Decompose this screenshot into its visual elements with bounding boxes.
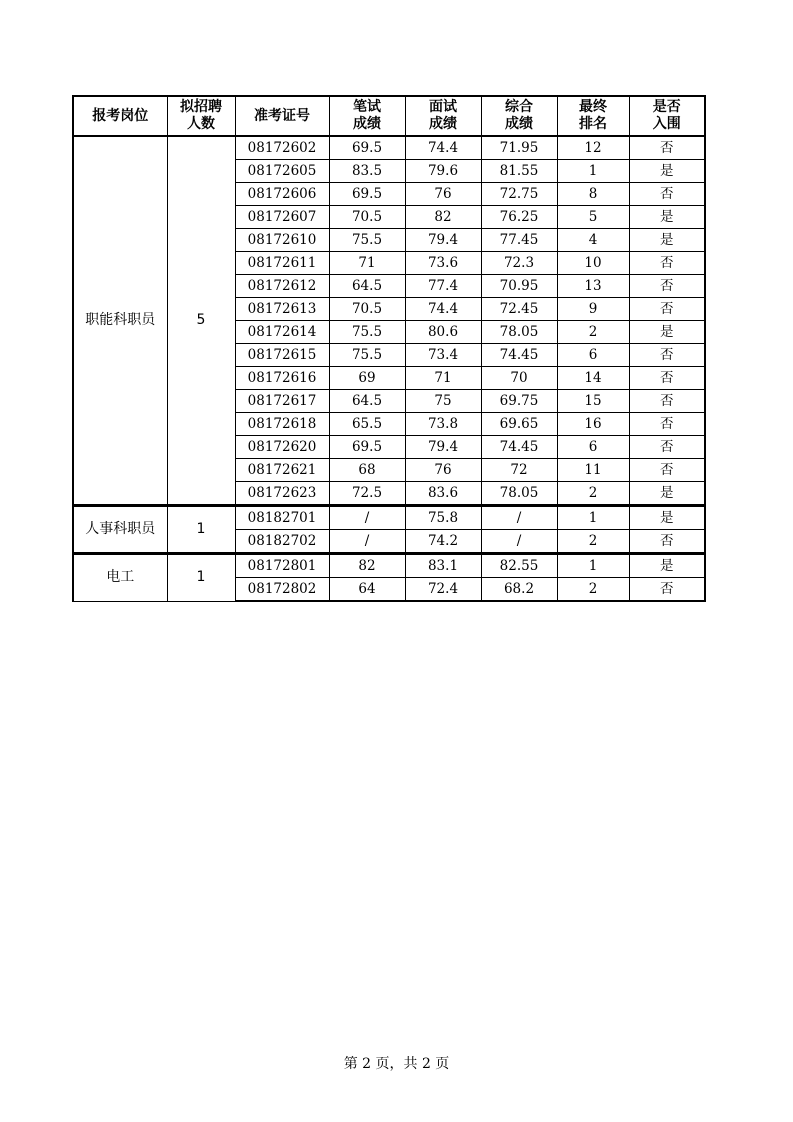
written-score-cell: 69.5 bbox=[329, 436, 405, 459]
written-score-cell: 70.5 bbox=[329, 206, 405, 229]
ticket-number-cell: 08172623 bbox=[235, 482, 329, 506]
interview-score-cell: 80.6 bbox=[405, 321, 481, 344]
shortlisted-cell: 是 bbox=[629, 506, 705, 530]
ticket-number-cell: 08172605 bbox=[235, 160, 329, 183]
header-text-line: 最终 bbox=[579, 99, 607, 115]
written-score-cell: 71 bbox=[329, 252, 405, 275]
shortlisted-cell: 是 bbox=[629, 229, 705, 252]
rank-cell: 1 bbox=[557, 160, 629, 183]
written-score-cell: 75.5 bbox=[329, 321, 405, 344]
ticket-number-cell: 08172615 bbox=[235, 344, 329, 367]
ticket-number-cell: 08172612 bbox=[235, 275, 329, 298]
interview-score-cell: 75.8 bbox=[405, 506, 481, 530]
shortlisted-cell: 否 bbox=[629, 367, 705, 390]
shortlisted-cell: 是 bbox=[629, 160, 705, 183]
written-score-cell: 69 bbox=[329, 367, 405, 390]
total-score-cell: 74.45 bbox=[481, 436, 557, 459]
header-interview bbox=[405, 96, 481, 136]
shortlisted-cell: 否 bbox=[629, 136, 705, 160]
header-text-line: 排名 bbox=[579, 116, 607, 132]
total-score-cell: 69.65 bbox=[481, 413, 557, 436]
header-quota bbox=[167, 96, 235, 136]
position-cell: 人事科职员 bbox=[73, 506, 167, 554]
written-score-cell: 64 bbox=[329, 578, 405, 602]
written-score-cell: 65.5 bbox=[329, 413, 405, 436]
ticket-number-cell: 08172617 bbox=[235, 390, 329, 413]
shortlisted-cell: 是 bbox=[629, 482, 705, 506]
rank-cell: 8 bbox=[557, 183, 629, 206]
rank-cell: 5 bbox=[557, 206, 629, 229]
rank-cell: 15 bbox=[557, 390, 629, 413]
interview-score-cell: 73.4 bbox=[405, 344, 481, 367]
score-table bbox=[72, 95, 706, 602]
ticket-number-cell: 08182701 bbox=[235, 506, 329, 530]
header-shortlisted bbox=[629, 96, 705, 136]
ticket-number-cell: 08172614 bbox=[235, 321, 329, 344]
written-score-cell: 75.5 bbox=[329, 344, 405, 367]
header-row bbox=[73, 96, 705, 136]
interview-score-cell: 79.6 bbox=[405, 160, 481, 183]
ticket-number-cell: 08172616 bbox=[235, 367, 329, 390]
interview-score-cell: 73.8 bbox=[405, 413, 481, 436]
total-score-cell: 72.3 bbox=[481, 252, 557, 275]
ticket-number-cell: 08172613 bbox=[235, 298, 329, 321]
total-score-cell: 78.05 bbox=[481, 482, 557, 506]
rank-cell: 16 bbox=[557, 413, 629, 436]
total-score-cell: / bbox=[481, 506, 557, 530]
interview-score-cell: 77.4 bbox=[405, 275, 481, 298]
header-text-line: 成绩 bbox=[353, 116, 381, 132]
interview-score-cell: 83.6 bbox=[405, 482, 481, 506]
quota-cell: 5 bbox=[167, 136, 235, 506]
written-score-cell: 72.5 bbox=[329, 482, 405, 506]
ticket-number-cell: 08172611 bbox=[235, 252, 329, 275]
header-ticket bbox=[235, 96, 329, 136]
interview-score-cell: 74.2 bbox=[405, 530, 481, 554]
ticket-number-cell: 08172606 bbox=[235, 183, 329, 206]
written-score-cell: 64.5 bbox=[329, 275, 405, 298]
rank-cell: 4 bbox=[557, 229, 629, 252]
total-score-cell: 74.45 bbox=[481, 344, 557, 367]
shortlisted-cell: 否 bbox=[629, 183, 705, 206]
interview-score-cell: 73.6 bbox=[405, 252, 481, 275]
written-score-cell: 83.5 bbox=[329, 160, 405, 183]
ticket-number-cell: 08172620 bbox=[235, 436, 329, 459]
header-text-line: 成绩 bbox=[429, 116, 457, 132]
table-row bbox=[73, 136, 705, 160]
page-footer: 第 2 页，共 2 页 bbox=[343, 1056, 450, 1072]
ticket-number-cell: 08172607 bbox=[235, 206, 329, 229]
interview-score-cell: 71 bbox=[405, 367, 481, 390]
header-text-line: 面试 bbox=[429, 99, 457, 115]
interview-score-cell: 76 bbox=[405, 459, 481, 482]
header-written bbox=[329, 96, 405, 136]
written-score-cell: 68 bbox=[329, 459, 405, 482]
interview-score-cell: 79.4 bbox=[405, 436, 481, 459]
written-score-cell: / bbox=[329, 530, 405, 554]
ticket-number-cell: 08172602 bbox=[235, 136, 329, 160]
table-header bbox=[73, 96, 705, 136]
rank-cell: 12 bbox=[557, 136, 629, 160]
written-score-cell: 75.5 bbox=[329, 229, 405, 252]
header-text-line: 入围 bbox=[652, 116, 681, 132]
total-score-cell: 70 bbox=[481, 367, 557, 390]
shortlisted-cell: 否 bbox=[629, 252, 705, 275]
header-position bbox=[73, 96, 167, 136]
header-text-line: 笔试 bbox=[353, 99, 381, 115]
header-total bbox=[481, 96, 557, 136]
rank-cell: 13 bbox=[557, 275, 629, 298]
total-score-cell: 70.95 bbox=[481, 275, 557, 298]
total-score-cell: 69.75 bbox=[481, 390, 557, 413]
shortlisted-cell: 否 bbox=[629, 413, 705, 436]
total-score-cell: / bbox=[481, 530, 557, 554]
written-score-cell: 69.5 bbox=[329, 183, 405, 206]
ticket-number-cell: 08172801 bbox=[235, 554, 329, 578]
quota-cell: 1 bbox=[167, 554, 235, 602]
written-score-cell: 69.5 bbox=[329, 136, 405, 160]
shortlisted-cell: 否 bbox=[629, 578, 705, 602]
position-cell: 电工 bbox=[73, 554, 167, 602]
total-score-cell: 82.55 bbox=[481, 554, 557, 578]
interview-score-cell: 83.1 bbox=[405, 554, 481, 578]
shortlisted-cell: 否 bbox=[629, 275, 705, 298]
ticket-number-cell: 08182702 bbox=[235, 530, 329, 554]
total-score-cell: 81.55 bbox=[481, 160, 557, 183]
written-score-cell: 64.5 bbox=[329, 390, 405, 413]
shortlisted-cell: 否 bbox=[629, 436, 705, 459]
shortlisted-cell: 否 bbox=[629, 459, 705, 482]
written-score-cell: / bbox=[329, 506, 405, 530]
total-score-cell: 77.45 bbox=[481, 229, 557, 252]
table-row bbox=[73, 506, 705, 530]
rank-cell: 1 bbox=[557, 554, 629, 578]
interview-score-cell: 74.4 bbox=[405, 298, 481, 321]
total-score-cell: 72 bbox=[481, 459, 557, 482]
header-text-line: 报考岗位 bbox=[92, 107, 149, 124]
rank-cell: 2 bbox=[557, 530, 629, 554]
rank-cell: 6 bbox=[557, 436, 629, 459]
header-rank bbox=[557, 96, 629, 136]
total-score-cell: 71.95 bbox=[481, 136, 557, 160]
position-cell: 职能科职员 bbox=[73, 136, 167, 506]
shortlisted-cell: 否 bbox=[629, 344, 705, 367]
table-row bbox=[73, 554, 705, 578]
header-text-line: 成绩 bbox=[505, 116, 533, 132]
interview-score-cell: 76 bbox=[405, 183, 481, 206]
shortlisted-cell: 是 bbox=[629, 321, 705, 344]
rank-cell: 14 bbox=[557, 367, 629, 390]
shortlisted-cell: 是 bbox=[629, 554, 705, 578]
rank-cell: 11 bbox=[557, 459, 629, 482]
total-score-cell: 72.45 bbox=[481, 298, 557, 321]
written-score-cell: 70.5 bbox=[329, 298, 405, 321]
rank-cell: 1 bbox=[557, 506, 629, 530]
ticket-number-cell: 08172610 bbox=[235, 229, 329, 252]
interview-score-cell: 72.4 bbox=[405, 578, 481, 602]
interview-score-cell: 82 bbox=[405, 206, 481, 229]
total-score-cell: 76.25 bbox=[481, 206, 557, 229]
quota-cell: 1 bbox=[167, 506, 235, 554]
written-score-cell: 82 bbox=[329, 554, 405, 578]
header-text-line: 准考证号 bbox=[254, 107, 310, 124]
rank-cell: 10 bbox=[557, 252, 629, 275]
shortlisted-cell: 否 bbox=[629, 390, 705, 413]
ticket-number-cell: 08172621 bbox=[235, 459, 329, 482]
table-body bbox=[73, 136, 705, 601]
shortlisted-cell: 否 bbox=[629, 298, 705, 321]
shortlisted-cell: 是 bbox=[629, 206, 705, 229]
interview-score-cell: 75 bbox=[405, 390, 481, 413]
rank-cell: 6 bbox=[557, 344, 629, 367]
total-score-cell: 72.75 bbox=[481, 183, 557, 206]
header-text-line: 是否 bbox=[652, 99, 681, 115]
header-text-line: 人数 bbox=[187, 116, 215, 132]
header-text-line: 拟招聘 bbox=[180, 99, 222, 115]
rank-cell: 9 bbox=[557, 298, 629, 321]
total-score-cell: 68.2 bbox=[481, 578, 557, 602]
interview-score-cell: 74.4 bbox=[405, 136, 481, 160]
header-text-line: 综合 bbox=[505, 99, 533, 115]
rank-cell: 2 bbox=[557, 321, 629, 344]
interview-score-cell: 79.4 bbox=[405, 229, 481, 252]
shortlisted-cell: 否 bbox=[629, 530, 705, 554]
ticket-number-cell: 08172618 bbox=[235, 413, 329, 436]
ticket-number-cell: 08172802 bbox=[235, 578, 329, 602]
total-score-cell: 78.05 bbox=[481, 321, 557, 344]
rank-cell: 2 bbox=[557, 578, 629, 602]
rank-cell: 2 bbox=[557, 482, 629, 506]
